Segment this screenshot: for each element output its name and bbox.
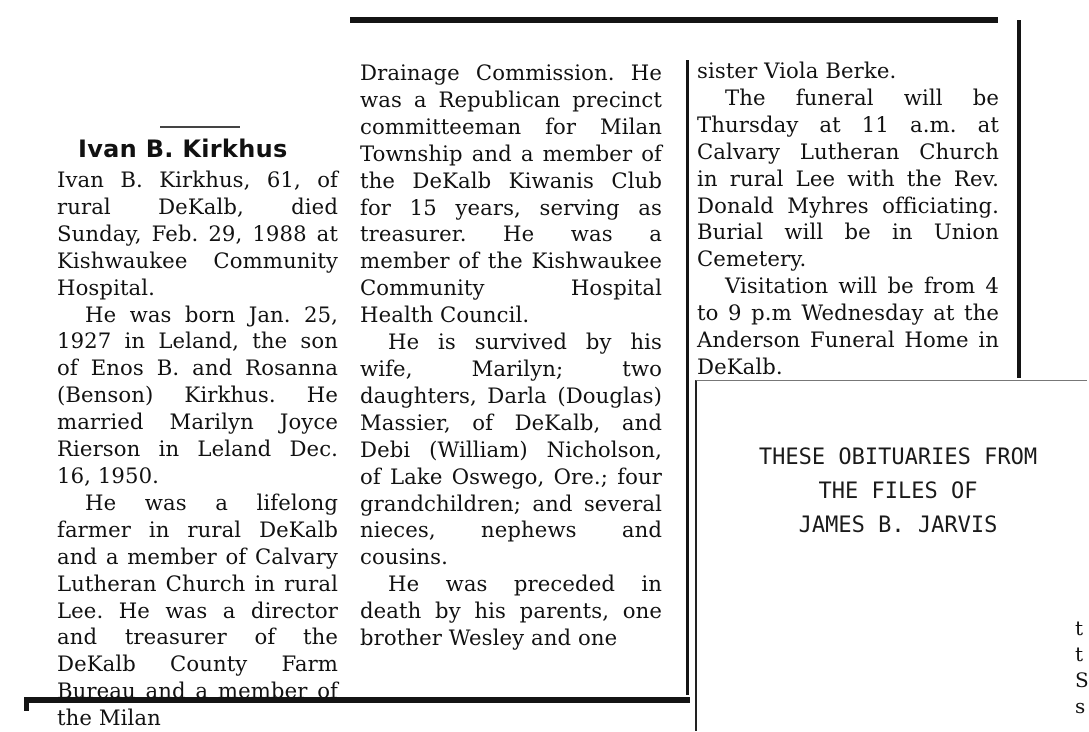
column-3 xyxy=(697,58,999,381)
stamp-line: THE FILES OF xyxy=(818,479,978,504)
overlay-clipping xyxy=(695,380,1087,731)
edge-text-fragment: t t S s xyxy=(1075,616,1089,718)
right-rule xyxy=(1017,20,1021,378)
paragraph: He was preceded in death by his parents, one brother Wesley and one xyxy=(360,571,662,651)
paragraph: Visitation will be from 4 to 9 p.m Wednesday at the Anderson Funeral Home in DeKalb. xyxy=(697,273,999,379)
bottom-rule-end xyxy=(24,697,29,711)
paragraph: Ivan B. Kirkhus, 61, of rural DeKalb, died Sunday, Feb. 29, 1988 at Kishwaukee Community Hospital. xyxy=(57,167,338,300)
headline-smudge xyxy=(160,126,240,128)
paragraph: sister Viola Berke. xyxy=(697,58,897,83)
paragraph: He is survived by his wife, Marilyn; two daughters, Darla (Douglas) Massier, of DeKalb, and Debi (William) Nicholson, of Lake Oswego, Ore.; four grandchildren; and several nieces, nephews and cousins. xyxy=(360,329,662,570)
paragraph: He was a lifelong farmer in rural DeKalb and a member of Calvary Lutheran Church in rural Lee. He was a director and treasurer of the DeKalb County Farm Bureau and a member of the Milan xyxy=(57,489,338,731)
stamp-line: THESE OBITUARIES FROM xyxy=(758,445,1038,470)
paragraph: The funeral will be Thursday at 11 a.m. at Calvary Lutheran Church in rural Lee with the Rev. Donald Myhres officiating. Burial will be in Union Cemetery. xyxy=(697,84,999,272)
column-1 xyxy=(57,167,338,732)
obituary-headline: Ivan B. Kirkhus xyxy=(78,135,288,163)
column-divider xyxy=(686,60,689,695)
top-rule xyxy=(350,17,998,23)
column-2 xyxy=(360,60,662,652)
files-stamp xyxy=(708,441,1088,543)
paragraph: Drainage Commission. He was a Republican precinct committeeman for Milan Township and a member of the DeKalb Kiwanis Club for 15 years, serving as treasurer. He was a member of the Kishwaukee Community Hospital Health Council. xyxy=(360,60,662,328)
paragraph: He was born Jan. 25, 1927 in Leland, the son of Enos B. and Rosanna (Benson) Kirkhus. He married Marilyn Joyce Rierson in Leland Dec. 16, 1950. xyxy=(57,301,338,488)
stamp-line: JAMES B. JARVIS xyxy=(798,513,998,538)
